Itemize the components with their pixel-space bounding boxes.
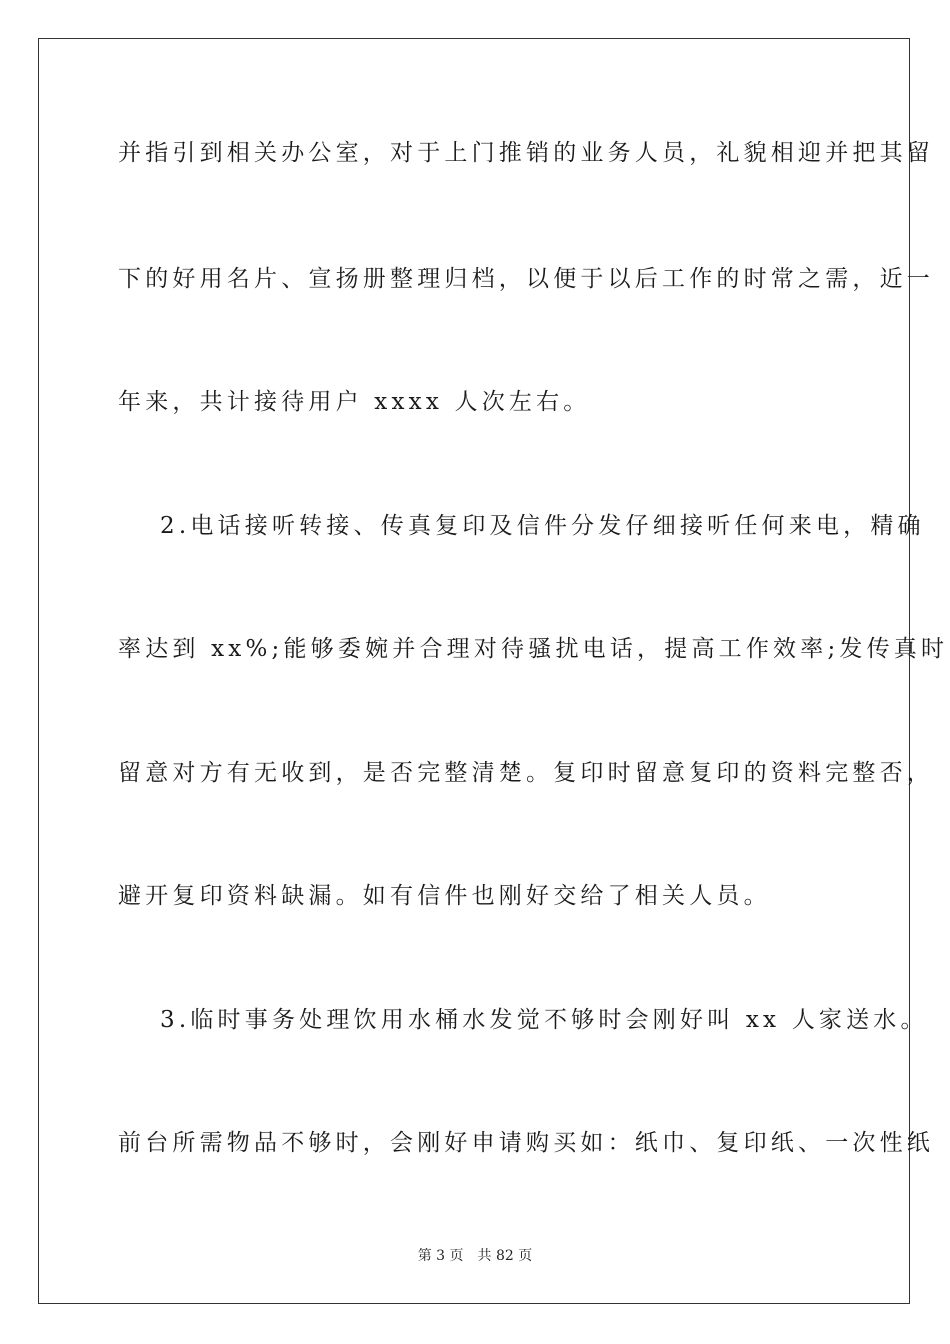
total-page-count: 共 82 页 [477,1248,533,1264]
text-line-2: 下的好用名片、宣扬册整理归档，以便于以后工作的时常之需，近一 [118,266,934,292]
text-line-9: 前台所需物品不够时，会刚好申请购买如：纸巾、复印纸、一次性纸 [118,1130,934,1156]
text-line-3: 年来，共计接待用户 xxxx 人次左右。 [118,389,591,415]
text-line-6: 留意对方有无收到，是否完整清楚。复印时留意复印的资料完整否， [118,760,934,786]
text-line-5: 率达到 xx%;能够委婉并合理对待骚扰电话，提高工作效率;发传真时 [118,636,949,662]
text-line-7: 避开复印资料缺漏。如有信件也刚好交给了相关人员。 [118,883,771,909]
current-page-number: 第 3 页 [417,1248,464,1264]
text-line-1: 并指引到相关办公室，对于上门推销的业务人员，礼貌相迎并把其留 [118,140,934,166]
text-line-8: 3.临时事务处理饮用水桶水发觉不够时会刚好叫 xx 人家送水。 [160,1007,928,1033]
page-footer [0,1247,950,1265]
text-line-4: 2.电话接听转接、传真复印及信件分发仔细接听任何来电，精确 [160,513,925,539]
page-border [38,38,949,1304]
